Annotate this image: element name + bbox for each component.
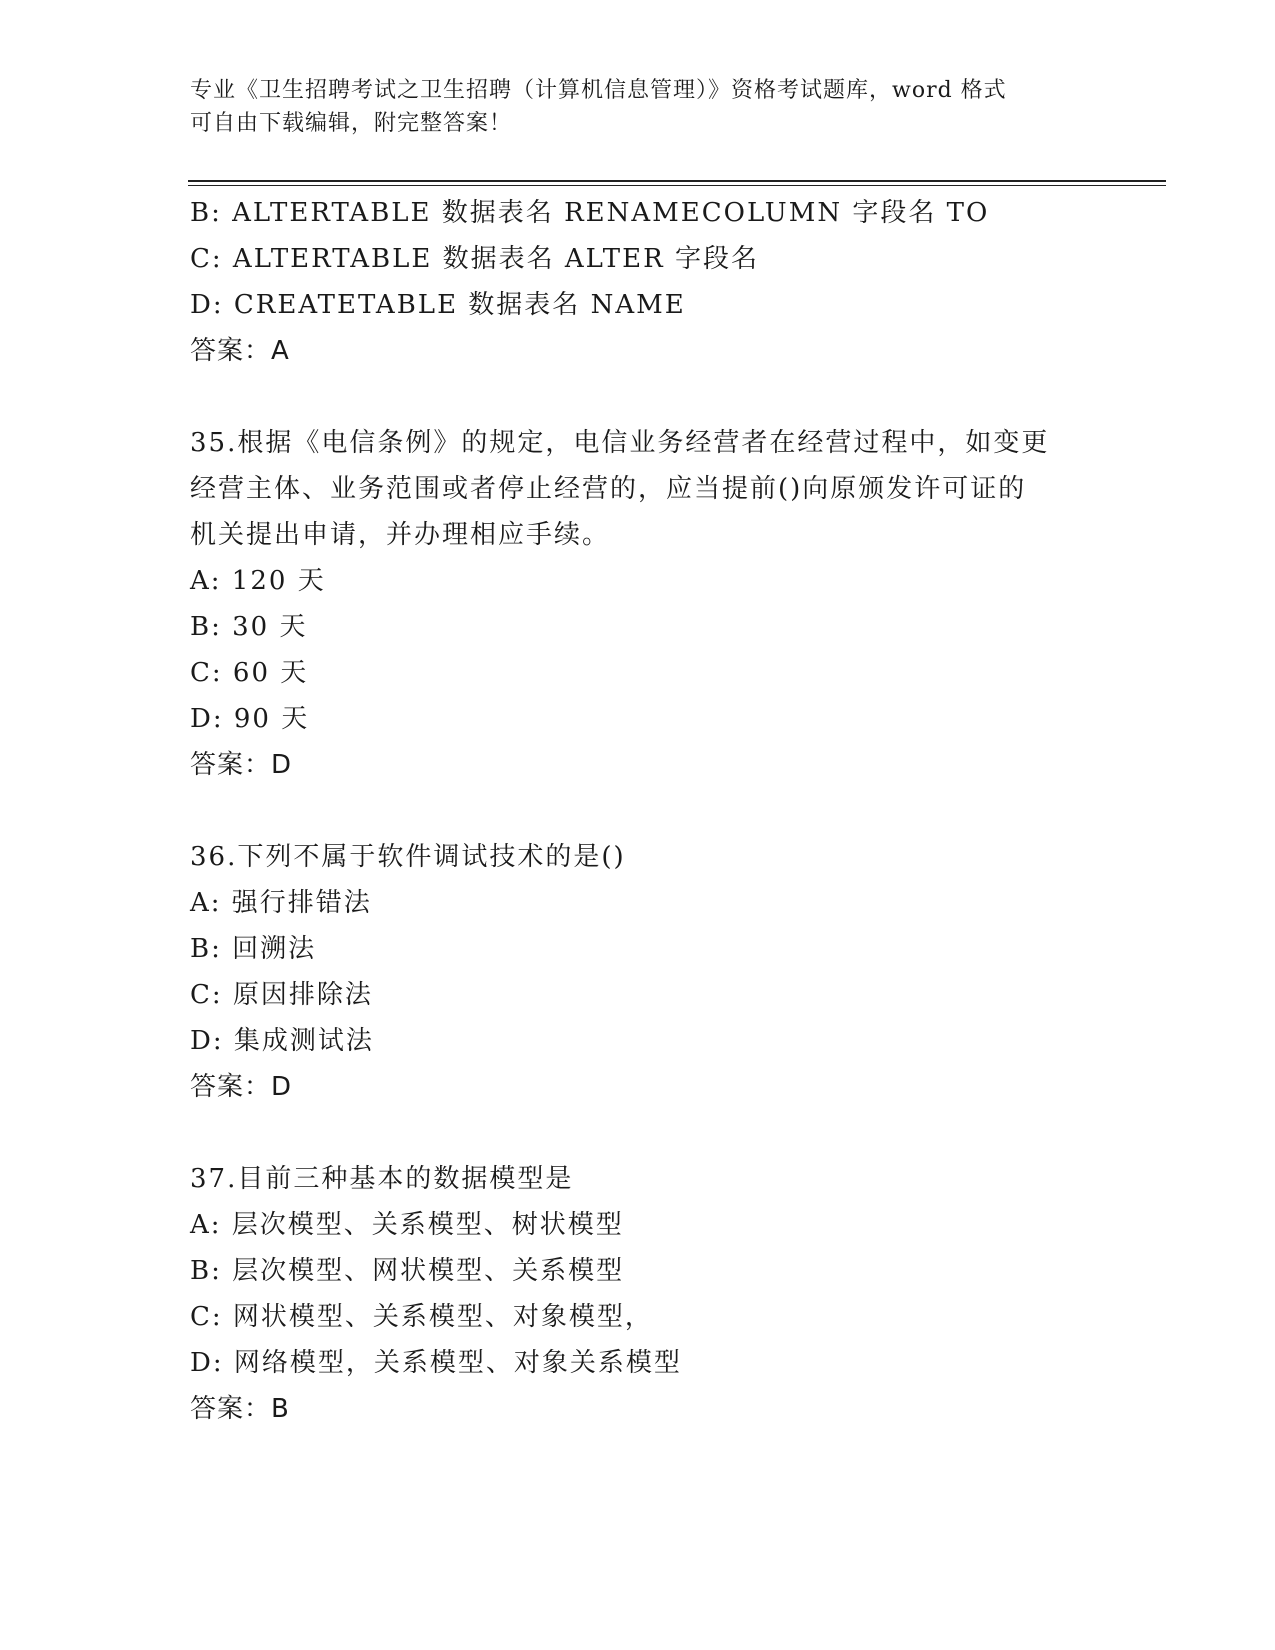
option-a: A: 120 天 [190,566,326,596]
answer-line: 答案：A [190,336,290,366]
option-b: B: ALTERTABLE 数据表名 RENAMECOLUMN 字段名 TO [190,198,990,228]
question-36 [190,834,1090,1110]
option-c: C: 原因排除法 [190,980,373,1010]
document-header [190,74,1090,140]
question-stem-line: 35.根据《电信条例》的规定，电信业务经营者在经营过程中，如变更 [190,428,1050,458]
question-37 [190,1156,1090,1432]
option-d: D: CREATETABLE 数据表名 NAME [190,290,686,320]
option-b: B: 30 天 [190,612,308,642]
option-a: A: 层次模型、关系模型、树状模型 [190,1210,624,1240]
option-b: B: 层次模型、网状模型、关系模型 [190,1256,625,1286]
question-stem-line: 37.目前三种基本的数据模型是 [190,1164,574,1194]
header-divider-thick [188,180,1166,182]
option-d: D: 90 天 [190,704,310,734]
answer-line: 答案：D [190,750,293,780]
answer-line: 答案：B [190,1394,290,1424]
question-stem-line: 36.下列不属于软件调试技术的是() [190,842,626,872]
header-line-1: 专业《卫生招聘考试之卫生招聘（计算机信息管理）》资格考试题库，word 格式 [190,78,1007,103]
question-stem-line: 经营主体、业务范围或者停止经营的，应当提前()向原颁发许可证的 [190,474,1027,504]
header-divider-thin [188,185,1166,186]
question-list [190,190,1090,1432]
option-d: D: 网络模型，关系模型、对象关系模型 [190,1348,682,1378]
question-stem-line: 机关提出申请，并办理相应手续。 [190,520,611,550]
answer-line: 答案：D [190,1072,293,1102]
option-a: A: 强行排错法 [190,888,372,918]
option-c: C: 网状模型、关系模型、对象模型， [190,1302,653,1332]
option-d: D: 集成测试法 [190,1026,374,1056]
option-c: C: 60 天 [190,658,309,688]
partial-question [190,190,1090,374]
header-line-2: 可自由下载编辑，附完整答案！ [190,111,513,136]
option-c: C: ALTERTABLE 数据表名 ALTER 字段名 [190,244,759,274]
question-35 [190,420,1090,788]
option-b: B: 回溯法 [190,934,317,964]
